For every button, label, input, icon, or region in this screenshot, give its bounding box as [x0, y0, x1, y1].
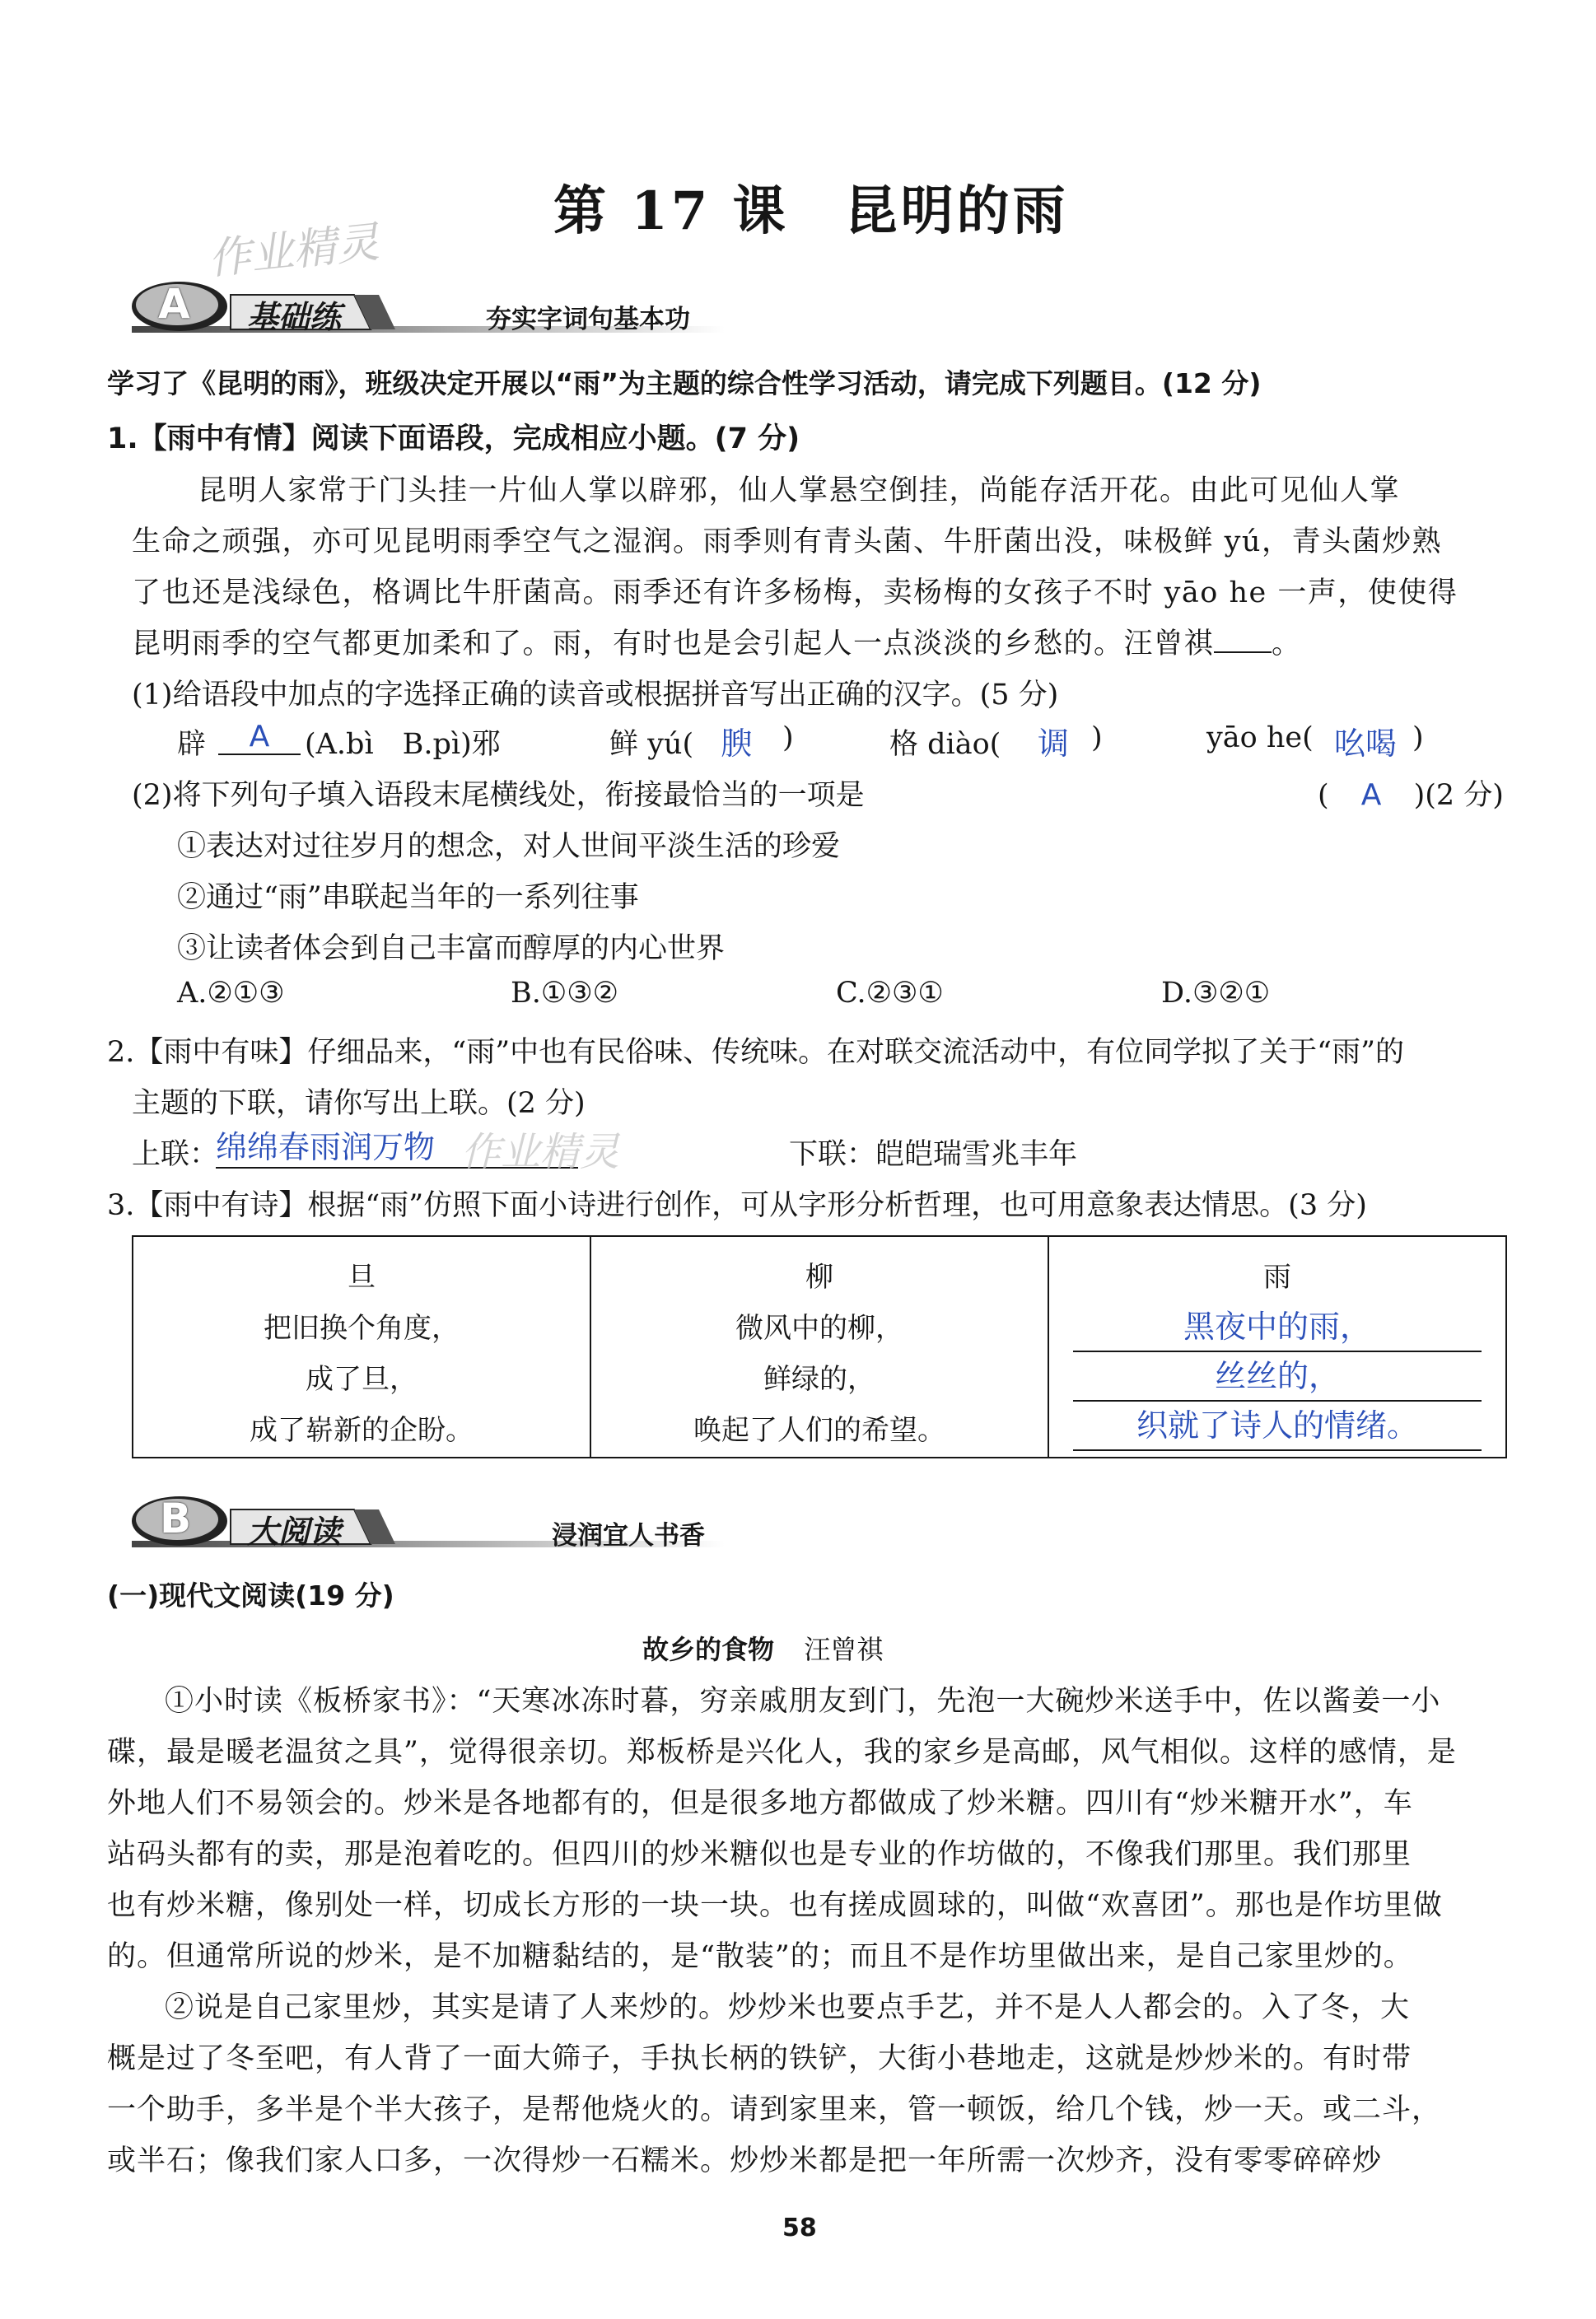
q1-sub2-option-1: ①表达对过往岁月的想念，对人世间平淡生活的珍爱	[177, 830, 841, 863]
section-b-name: 大阅读	[247, 1513, 342, 1550]
q1-title	[107, 416, 800, 457]
para1-line-5: 也有炒米糖，像别处一样，切成长方形的一块一块。也有搓成圆球的，叫做“欢喜团”。那也是作坊里做	[107, 1889, 1443, 1922]
q2-upper-label: 上联：	[132, 1138, 219, 1171]
item3-answer: 调	[1038, 726, 1070, 762]
item1-post: (A.bì B.pì)邪	[305, 728, 501, 761]
reading-part: (一)现代文阅读(19 分)	[107, 1579, 394, 1612]
q1-sub2-answer: A	[1360, 778, 1382, 812]
q1-passage-line-4	[132, 621, 1302, 662]
q1-sub1-prompt: (1)给语段中加点的字选择正确的读音或根据拼音写出正确的汉字。(5 分)	[132, 679, 1059, 712]
para2-line-4: 或半石；像我们家人口多，一次得炒一石糯米。炒炒米都是把一年所需一次炒齐，没有零零碎碎炒	[107, 2144, 1383, 2177]
para1-line-6: 的。但通常所说的炒米，是不加糖黏结的，是“散装”的；而且不是作坊里做出来，是自己家里炒的。	[107, 1940, 1413, 1973]
article-heading	[642, 1629, 883, 1667]
q1-sub2-option-3: ③让读者体会到自己丰富而醇厚的内心世界	[177, 932, 726, 965]
poem-cell-liu	[590, 1236, 1048, 1458]
item3-pre: 格 diào(	[889, 728, 1001, 761]
q1-sub2-option-2: ②通过“雨”串联起当年的一系列往事	[177, 881, 639, 914]
article-author: 汪曾祺	[804, 1634, 884, 1665]
poem-answer-line: 丝丝的，	[1073, 1352, 1482, 1402]
intro-text: 学习了《昆明的雨》，班级决定开展以“雨”为主题的综合性学习活动，请完成下列题目。(12 分)	[107, 367, 1262, 399]
section-b-letter: B	[160, 1495, 192, 1542]
q1-sub2-choice-c: C.②③①	[836, 977, 944, 1010]
article-title: 故乡的食物	[642, 1634, 775, 1665]
q1-sub2-answer-box	[1318, 772, 1504, 814]
section-b-banner	[107, 1495, 749, 1561]
poem-answer-line: 织就了诗人的情绪。	[1073, 1402, 1482, 1451]
para2-line-3: 一个助手，多半是个半大孩子，是帮他烧火的。请到家里来，管一顿饭，给几个钱，炒一天。或二斗，	[107, 2093, 1442, 2126]
item4-post: )	[1412, 721, 1424, 754]
q1-sub2-paren-open: (	[1318, 779, 1329, 812]
section-a-letter: A	[158, 280, 190, 328]
item1-answer: A	[218, 720, 301, 755]
section-a-name: 基础练	[247, 298, 342, 335]
watermark-middle: 作业精灵	[461, 1129, 620, 1175]
section-a-subtitle: 夯实字词句基本功	[486, 305, 690, 334]
page-number: 58	[782, 2214, 817, 2242]
poem-head: 柳	[805, 1261, 833, 1294]
poem-table	[132, 1235, 1507, 1458]
q2-title: 2.【雨中有味】仔细品来，“雨”中也有民俗味、传统味。在对联交流活动中，有位同学拟了关于“雨”的	[107, 1036, 1404, 1069]
poem-line: 微风中的柳，	[735, 1312, 903, 1345]
q1-passage-line-3: 了也还是浅绿色，格调比牛肝菌高。雨季还有许多杨梅，卖杨梅的女孩子不时 yāo he 一声，使使得	[132, 576, 1458, 609]
poem-head: 雨	[1263, 1261, 1291, 1294]
poem-cell-dan	[133, 1236, 590, 1458]
poem-line: 唤起了人们的希望。	[693, 1414, 945, 1447]
watermark: 作业精灵	[206, 217, 382, 285]
q2-upper-answer: 绵绵春雨润万物	[216, 1122, 578, 1169]
para1-line-1: ①小时读《板桥家书》：“天寒冰冻时暮，穷亲戚朋友到门，先泡一大碗炒米送手中，佐以酱姜一小	[165, 1685, 1441, 1718]
q1-passage-line-2: 生命之顽强，亦可见昆明雨季空气之湿润。雨季则有青头菌、牛肝菌出没，味极鲜 yú，青头菌炒熟	[132, 525, 1442, 558]
q1-sub2-prompt: (2)将下列句子填入语段末尾横线处，衔接最恰当的一项是	[132, 779, 865, 812]
section-a-banner	[107, 280, 749, 346]
poem-line: 把旧换个角度，	[264, 1312, 460, 1345]
poem-head: 旦	[348, 1261, 376, 1294]
para1-line-3: 外地人们不易领会的。炒米是各地都有的，但是很多地方都做成了炒米糖。四川有“炒米糖开水”，车	[107, 1787, 1413, 1820]
para1-line-2: 碟，最是暖老温贫之具”，觉得很亲切。郑板桥是兴化人，我的家乡是高邮，风气相似。这样的感情，是	[107, 1736, 1457, 1769]
q1-passage-line-1: 昆明人家常于门头挂一片仙人掌以辟邪，仙人掌悬空倒挂，尚能存活开花。由此可见仙人掌	[198, 474, 1401, 507]
poem-cell-yu	[1048, 1236, 1506, 1458]
para1-line-4: 站码头都有的卖，那是泡着吃的。但四川的炒米糖似也是专业的作坊做的，不像我们那里。我们那里	[107, 1838, 1412, 1871]
poem-answer-line: 黑夜中的雨，	[1073, 1303, 1482, 1352]
q1-sub2-choice-a: A.②①③	[177, 977, 285, 1010]
item1-pre: 辟	[177, 728, 207, 761]
q2-title-2: 主题的下联，请你写出上联。(2 分)	[132, 1087, 586, 1120]
para2-line-2: 概是过了冬至吧，有人背了一面大筛子，手执长柄的铁铲，大街小巷地走，这就是炒炒米的。有时带	[107, 2042, 1412, 2075]
section-b-subtitle: 浸润宜人书香	[552, 1521, 705, 1551]
q1-passage-line-4-text: 昆明雨季的空气都更加柔和了。雨，有时也是会引起人一点淡淡的乡愁的。汪曾祺	[132, 628, 1215, 660]
poem-line: 成了旦，	[306, 1363, 418, 1396]
q1-title-text: 1.【雨中有情】阅读下面语段，完成相应小题。(7 分)	[107, 422, 800, 455]
q1-sub2-choice-b: B.①③②	[511, 977, 618, 1010]
para2-line-1: ②说是自己家里炒，其实是请了人来炒的。炒炒米也要点手艺，并不是人人都会的。入了冬，大	[165, 1991, 1411, 2024]
q1-blank	[1214, 627, 1272, 653]
q1-sub2-choice-d: D.③②①	[1161, 977, 1271, 1010]
poem-line: 成了崭新的企盼。	[250, 1414, 474, 1447]
item4-pre: yāo he(	[1206, 721, 1314, 754]
q3-title: 3.【雨中有诗】根据“雨”仿照下面小诗进行创作，可从字形分析哲理，也可用意象表达情思。(3 分)	[107, 1189, 1367, 1222]
q2-lower: 下联：皑皑瑞雪兆丰年	[789, 1138, 1078, 1171]
item2-post: )	[782, 721, 794, 754]
q1-sub2-score: )(2 分)	[1413, 779, 1504, 812]
poem-line: 鲜绿的，	[763, 1363, 875, 1396]
item2-pre: 鲜 yú(	[609, 728, 694, 761]
page-title: 第 17 课 昆明的雨	[553, 180, 1069, 242]
item4-answer: 吆喝	[1334, 726, 1398, 762]
item2-answer: 腴	[721, 726, 753, 762]
item3-post: )	[1091, 721, 1103, 754]
q1-passage-end: 。	[1272, 628, 1302, 660]
